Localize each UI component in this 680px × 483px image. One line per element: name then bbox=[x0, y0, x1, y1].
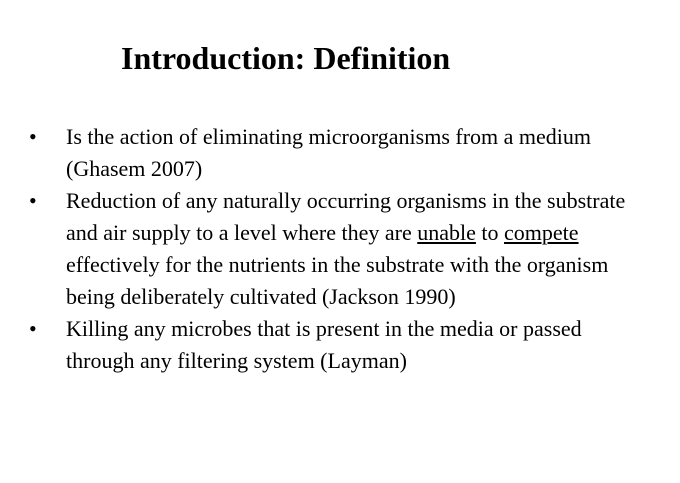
slide-title: Introduction: Definition bbox=[121, 40, 451, 76]
bullet-item-3 bbox=[29, 313, 649, 377]
bullet-item-2 bbox=[29, 185, 649, 313]
bullet-text: Killing any microbes that is present in the media or passed through any filtering system (Layman) bbox=[66, 316, 582, 373]
underlined-word-compete: compete bbox=[504, 220, 579, 245]
bullet-text-part: Reduction of any naturally occurring organisms in the substrate and air supply to a level where they are bbox=[66, 188, 626, 245]
bullet-text: Is the action of eliminating microorganisms from a medium (Ghasem 2007) bbox=[66, 124, 592, 181]
underlined-word-unable: unable bbox=[417, 220, 476, 245]
bullet-item-1 bbox=[29, 121, 649, 185]
bullet-list bbox=[29, 121, 649, 377]
bullet-text-part: effectively for the nutrients in the substrate with the organism being deliberately cultivated (Jackson 1990) bbox=[66, 252, 609, 309]
bullet-text-part: to bbox=[475, 220, 505, 245]
